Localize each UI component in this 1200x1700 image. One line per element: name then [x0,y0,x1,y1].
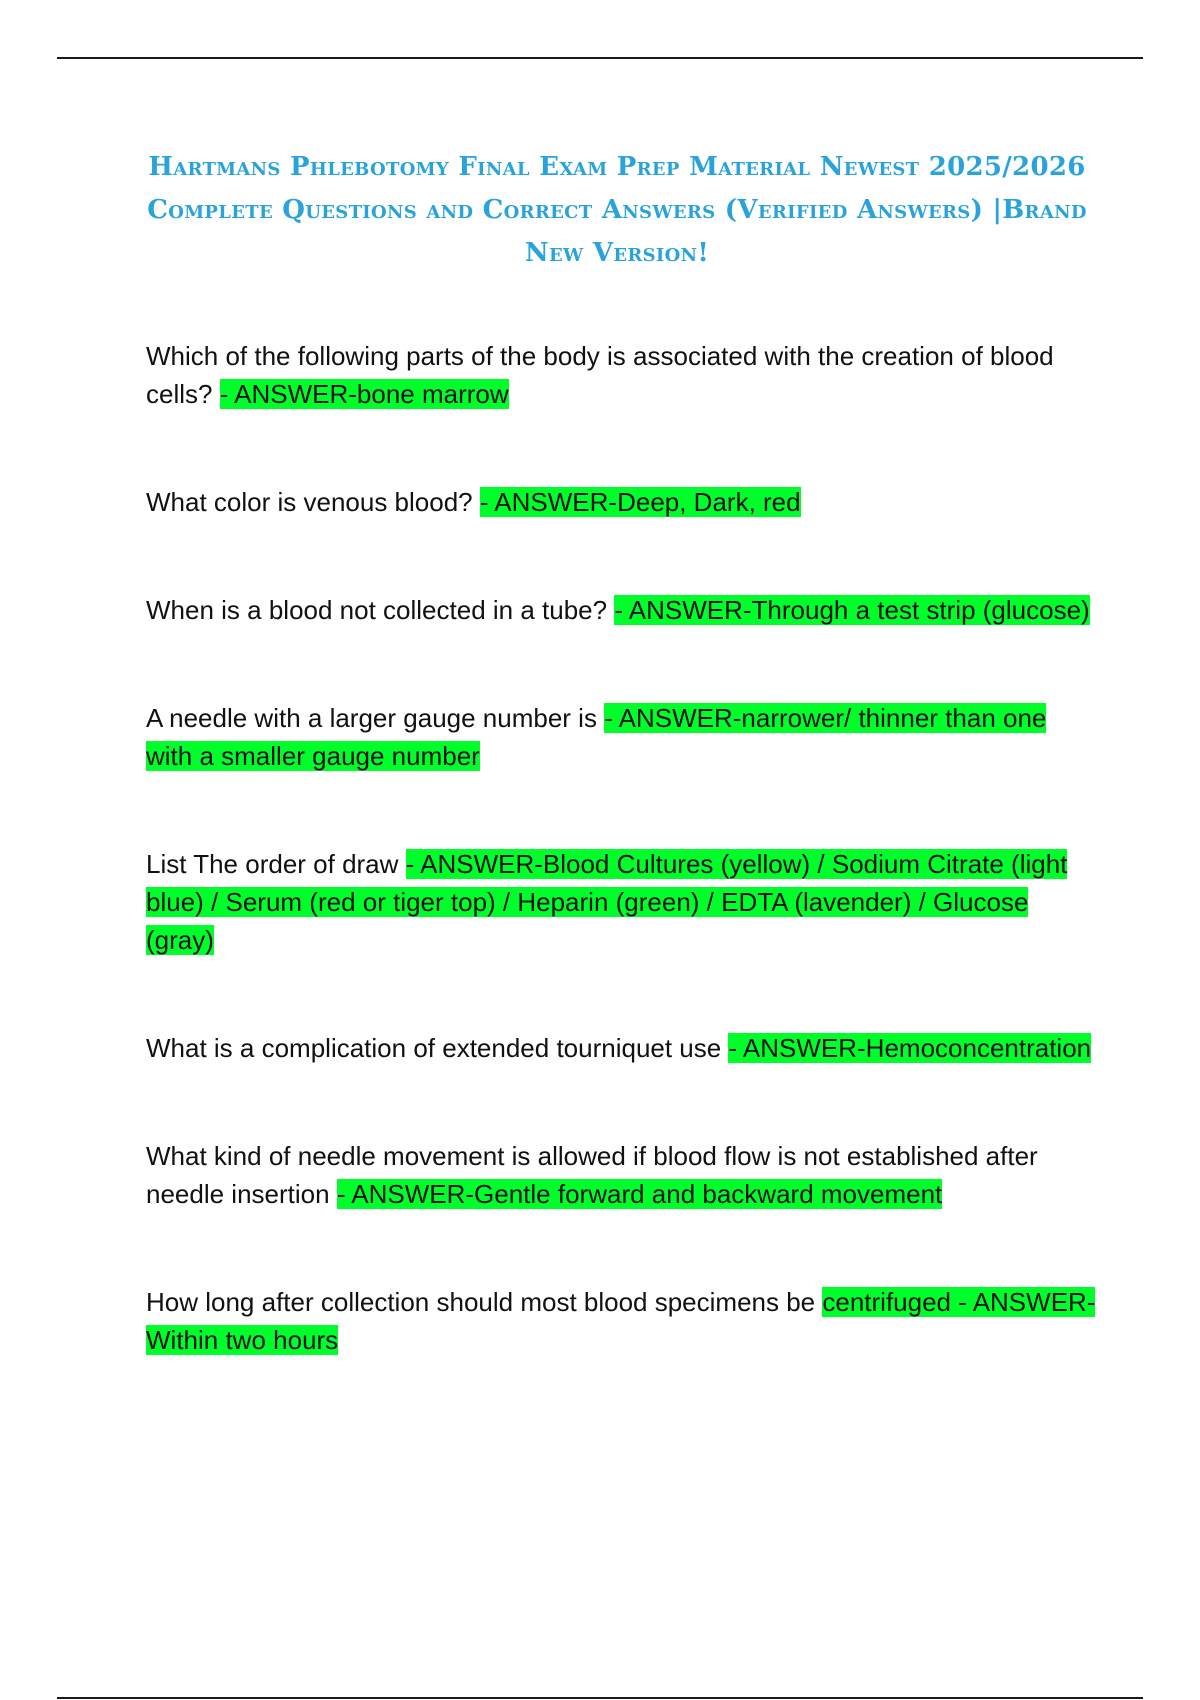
qa-item [146,845,1096,959]
qa-item [146,483,1096,521]
qa-list [146,337,1096,1429]
question-text: What is a complication of extended tourniquet use [146,1033,729,1063]
answer-text: - ANSWER-Hemoconcentration [728,1033,1092,1063]
question-text: A needle with a larger gauge number is [146,703,605,733]
question-text: What kind of needle movement is allowed if blood flow is not established after needle insertion [146,1141,1038,1209]
answer-text: - ANSWER-Blood Cultures (yellow) / Sodium Citrate (light blue) / Serum (red or tiger top) / Heparin (green) / EDTA (lavender) / Glucose (gray) [146,849,1068,955]
answer-text: - ANSWER-Through a test strip (glucose) [614,595,1090,625]
document-title: Hartmans Phlebotomy Final Exam Prep Material Newest 2025/2026 Complete Questions and Correct Answers (Verified Answers) |Brand New Version! [147,152,1087,268]
question-text: Which of the following parts of the body is associated with the creation of blood cells? [146,341,1054,409]
answer-text: centrifuged - ANSWER-Within two hours [146,1287,1096,1355]
question-text: List The order of draw [146,849,406,879]
qa-item [146,699,1096,775]
qa-item [146,1137,1096,1213]
answer-text: - ANSWER-Gentle forward and backward movement [336,1179,943,1209]
question-text: What color is venous blood? [146,487,480,517]
answer-text: - ANSWER-bone marrow [219,379,509,409]
question-text: How long after collection should most blood specimens be [146,1287,823,1317]
answer-text: - ANSWER-narrower/ thinner than one with a smaller gauge number [146,703,1047,771]
qa-item [146,591,1096,629]
qa-item [146,1029,1096,1067]
question-text: When is a blood not collected in a tube? [146,595,615,625]
qa-item [146,337,1096,413]
top-divider [57,57,1143,59]
answer-text: - ANSWER-Deep, Dark, red [479,487,801,517]
qa-item [146,1283,1096,1359]
bottom-divider [57,1697,1143,1699]
